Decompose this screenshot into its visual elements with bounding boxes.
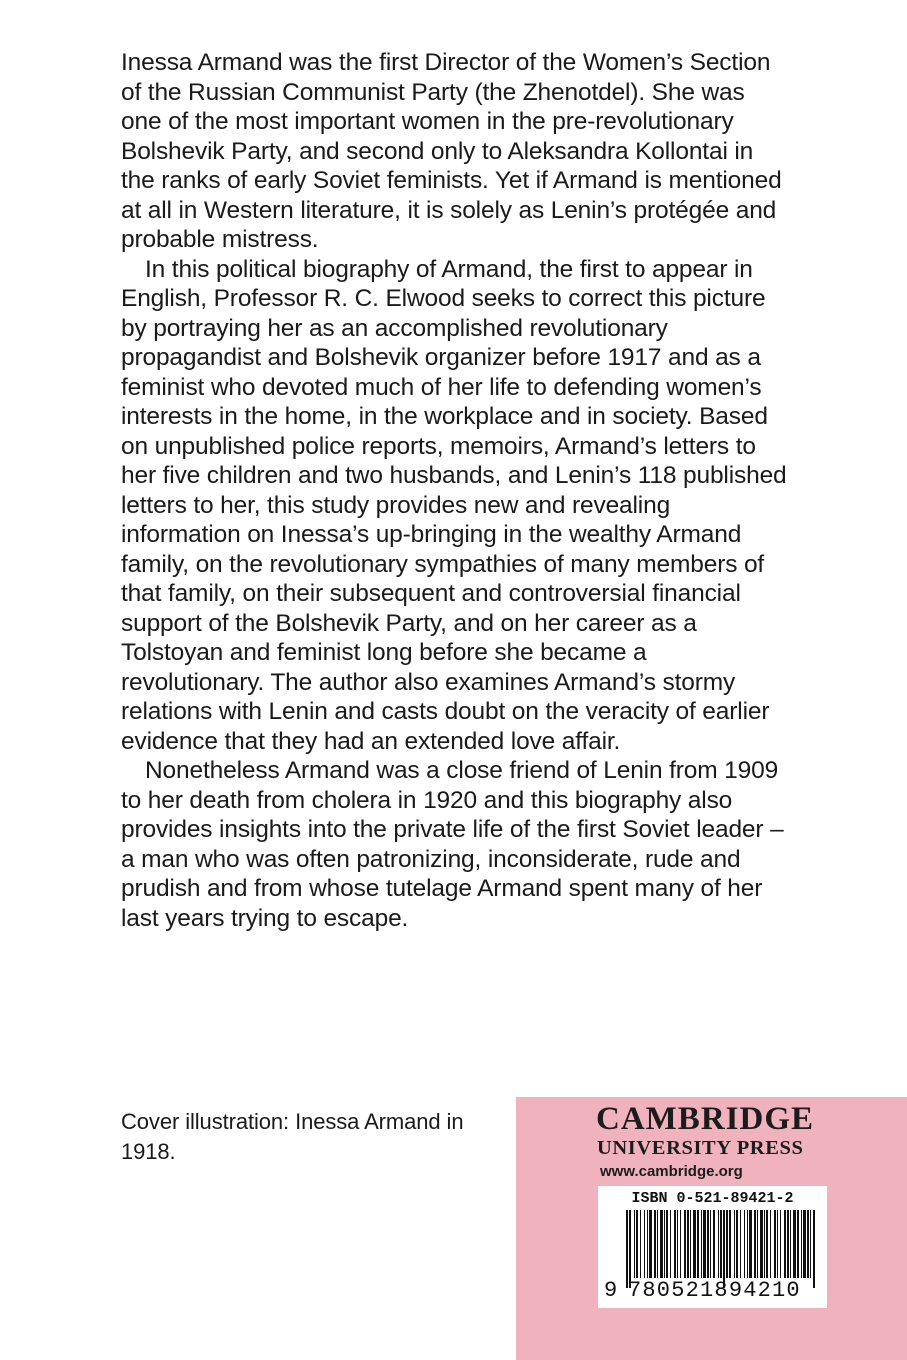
barcode-bar [664,1210,665,1278]
barcode-bar [684,1210,686,1278]
barcode-bar [693,1210,696,1278]
barcode-bar [657,1210,658,1278]
barcode-bar [723,1210,725,1288]
barcode-bar [634,1210,635,1278]
cover-illustration-caption: Cover illustration: Inessa Armand in 1918. [121,1109,464,1164]
barcode-bar [757,1210,758,1278]
barcode-bar [780,1210,781,1278]
barcode-bar [674,1210,676,1278]
back-cover-blurb [121,48,791,933]
barcode-bar [777,1210,778,1278]
barcode-bar [729,1210,731,1278]
barcode-bar [647,1210,648,1278]
barcode-bar [644,1210,645,1278]
barcode-bars-icon [626,1210,818,1288]
blurb-paragraph-2: In this political biography of Armand, the first to appear in English, Professor R. C. Elwood seeks to correct this picture by portraying her as an accomplished revolutionary propagandist and Bolshevik organizer before 1917 and as a feminist who devoted much of her life to defending women’s interests in the home, in the workplace and in society. Based on unpublished police reports, memoirs, Armand’s letters to her five children and two husbands, and Lenin’s 118 published letters to her, this study provides new and revealing information on Inessa’s up-bringing in the wealthy Armand family, on the revolutionary sympathies of many members of that family, on their subsequent and controversial financial support of the Bolshevik Party, and on her career as a Tolstoyan and feminist long before she became a revolutionary. The author also examines Armand’s stormy relations with Lenin and casts doubt on the veracity of earlier evidence that they had an extended love affair. [121,255,787,755]
barcode-bar [654,1210,656,1278]
isbn-label: ISBN 0-521-89421-2 [631,1190,794,1207]
barcode-bar [797,1210,799,1278]
publisher-panel [516,1097,907,1360]
barcode-bar [749,1210,752,1278]
barcode-bar [626,1210,628,1288]
barcode-bar [701,1210,702,1278]
barcode-bar [629,1210,631,1288]
barcode-bar [710,1210,711,1278]
barcode-bar [744,1210,745,1278]
barcode-bar [690,1210,691,1278]
barcode-bar [764,1210,765,1278]
barcode-bar [734,1210,735,1278]
barcode-bar [813,1210,815,1288]
barcode-bar [670,1210,671,1278]
ean-first-digit: 9 [604,1278,618,1303]
barcode-bar [640,1210,641,1278]
barcode-bar [760,1210,763,1278]
barcode-bar [810,1210,811,1278]
barcode-bar [666,1210,668,1278]
barcode-bar [766,1210,768,1278]
barcode-bar [713,1210,715,1278]
publisher-subtitle: UNIVERSITY PRESS [597,1137,804,1159]
barcode-bar [784,1210,786,1278]
barcode-bar [687,1210,689,1278]
barcode-bar [660,1210,663,1278]
barcode-bar [740,1210,741,1278]
barcode-bar [720,1210,722,1278]
barcode-bar [807,1210,809,1278]
barcode-bar [697,1210,699,1278]
barcode-bar [726,1210,728,1278]
barcode-bar [649,1210,652,1278]
blurb-paragraph-1: Inessa Armand was the first Director of the Women’s Section of the Russian Communist Party (the Zhenotdel). She was one of the most important women in the pre-revolutionary Bolshevik Party, and second only to Aleksandra Kollontai in the ranks of early Soviet feminists. Yet if Armand is mentioned at all in Western literature, it is solely as Lenin’s protégée and probable mistress. [121,49,782,253]
barcode-bar [790,1210,791,1278]
barcode-bar [707,1210,709,1278]
barcode-bar [703,1210,706,1278]
barcode-bar [718,1210,719,1278]
ean-digits: 780521894210 [628,1278,801,1303]
barcode-bar [747,1210,748,1278]
barcode-bar [736,1210,738,1278]
barcode-bar [793,1210,796,1278]
blurb-paragraph-3: Nonetheless Armand was a close friend of Lenin from 1909 to her death from cholera in 1920 and this biography also provides insights into the private life of the first Soviet leader – a man who was often patronizing, inconsiderate, rude and prudish and from whose tutelage Armand spent many of her last years trying to escape. [121,757,784,932]
barcode-bar [754,1210,756,1278]
barcode-bar [774,1210,776,1278]
barcode-bar [677,1210,678,1278]
barcode-bar [801,1210,802,1278]
publisher-name: CAMBRIDGE [596,1101,815,1137]
barcode-bar [680,1210,681,1278]
barcode-bar [787,1210,789,1278]
barcode-bar [803,1210,806,1278]
isbn-barcode [598,1186,827,1308]
publisher-url: www.cambridge.org [600,1163,743,1180]
barcode-bar [636,1210,638,1278]
barcode-bar [770,1210,771,1278]
